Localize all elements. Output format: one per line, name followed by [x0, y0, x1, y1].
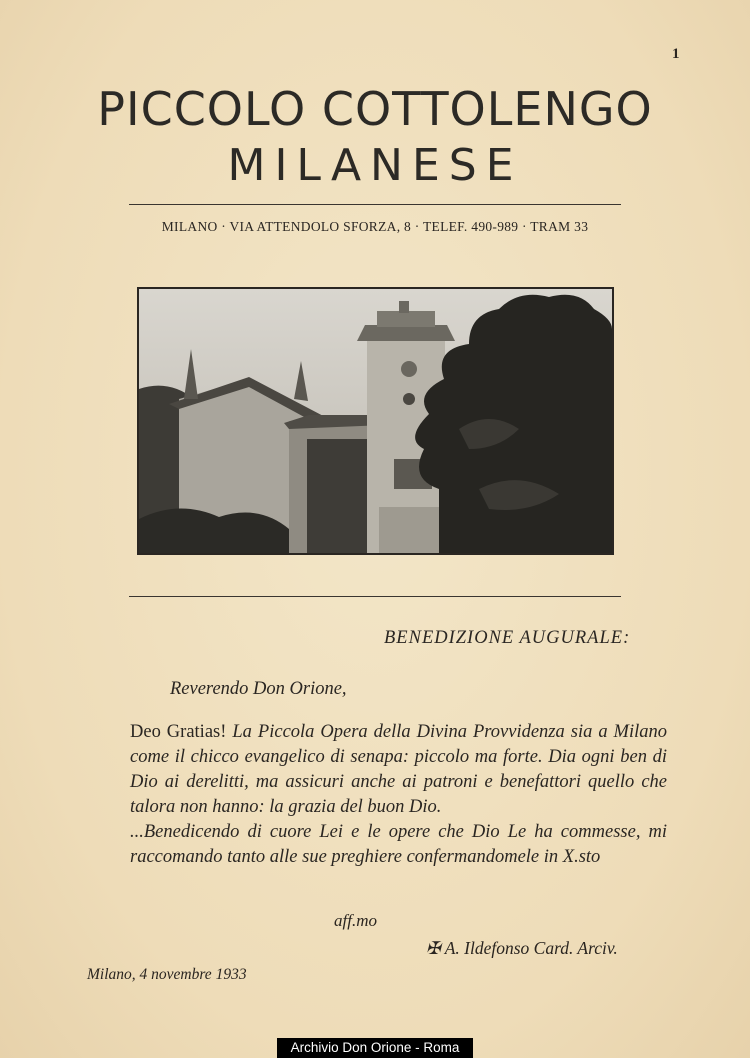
paragraph-1-text: La Piccola Opera della Divina Provvidenza sia a Milano come il chicco evangelico di senapa: piccolo ma forte. Dia ogni ben di Dio ai derelitti, ma assicuri anche ai patroni e benefattori quello che talora non hanno: la grazia del buon Dio. — [130, 722, 667, 817]
building-photo-icon — [139, 289, 612, 553]
title-line-2: MILANESE — [227, 140, 523, 191]
blessing-title: BENEDIZIONE AUGURALE: — [384, 628, 631, 648]
paragraph-1 — [87, 720, 667, 820]
title-line-1: PICCOLO COTTOLENGO — [97, 82, 653, 136]
signature: ✠ A. Ildefonso Card. Arciv. — [426, 938, 618, 958]
closing: aff.mo — [334, 911, 377, 930]
archive-label: Archivio Don Orione - Roma — [277, 1038, 473, 1058]
address-line: MILANO · VIA ATTENDOLO SFORZA, 8 · TELEF. 490-989 · TRAM 33 — [161, 219, 589, 234]
building-photo — [137, 287, 614, 555]
salutation: Reverendo Don Orione, — [170, 679, 347, 699]
date: Milano, 4 novembre 1933 — [87, 966, 247, 983]
opening: Deo Gratias! — [130, 722, 227, 742]
letter-body — [87, 720, 667, 870]
page-number: 1 — [672, 46, 680, 62]
photo-rule — [129, 596, 621, 597]
paragraph-2: ...Benedicendo di cuore Lei e le opere che Dio Le ha commesse, mi raccomando tanto alle sue preghiere confermandomele in X.sto — [130, 822, 667, 867]
header-rule — [129, 204, 621, 205]
